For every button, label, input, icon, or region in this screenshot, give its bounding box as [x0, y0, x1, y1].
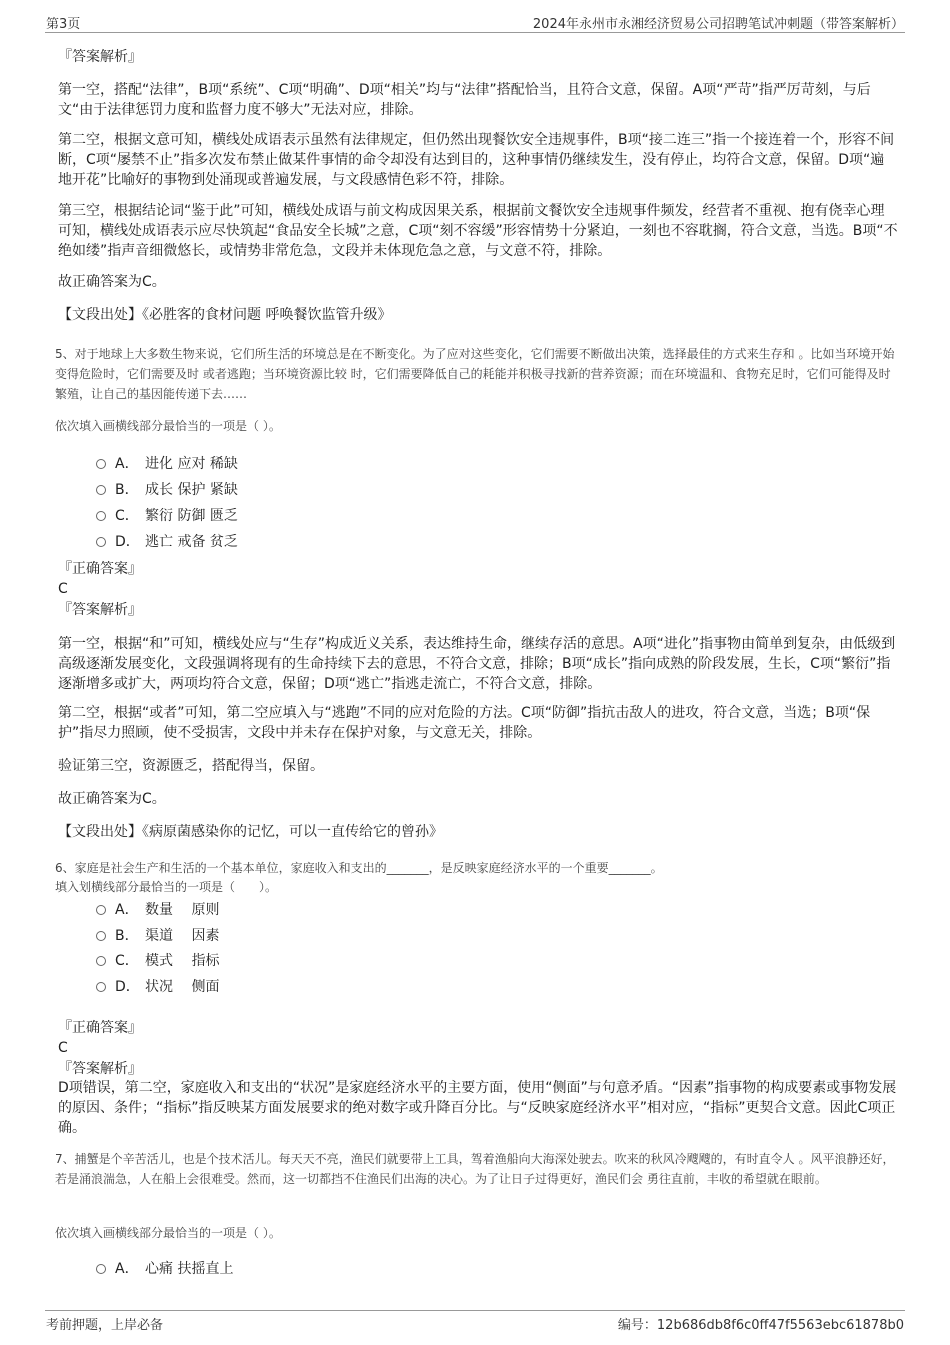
- q6-prompt: 填入划横线部分最恰当的一项是（ ）。: [55, 880, 278, 894]
- q5-conclusion: 故正确答案为C。: [58, 791, 166, 807]
- q4-analysis-p2: 第二空，根据文意可知，横线处成语表示虽然有法律规定，但仍然出现餐饮安全违规事件，B项“接二连三”指一个接连着一个，形容不间断，C项“屡禁不止”指多次发布禁止做某件事情的命令却没有达到目的，这种事情仍继续发生，没有停止，均符合文意，保留。D项“遍地开花”比喻好的事物到处涌现或普遍发展，与文段感情色彩不符，排除。: [58, 132, 895, 188]
- q5-prompt: 依次填入画横线部分最恰当的一项是（ ）。: [55, 419, 281, 433]
- q5-option-a[interactable]: [96, 454, 238, 474]
- radio-icon[interactable]: [96, 485, 106, 495]
- option-key: D．: [115, 534, 140, 550]
- q5-source: 【文段出处】《病原菌感染你的记忆，可以一直传给它的曾孙》: [58, 824, 443, 840]
- q6-analysis-label: 『答案解析』: [58, 1061, 142, 1077]
- q7-stem: 7、捕蟹是个辛苦活儿，也是个技术活儿。每天天不亮，渔民们就要带上工具，驾着渔船向大海深处驶去。吹来的秋风冷飕飕的，有时直令人 。风平浪静还好，若是涌浪湍急，人在船上会很难受。然而，这一切都挡不住渔民们出海的决心。为了让日子过得更好，渔民们会 勇往直前，丰收的希望就在眼前。: [55, 1152, 895, 1186]
- q4-analysis-p3: 第三空，根据结论词“鉴于此”可知，横线处成语与前文构成因果关系，根据前文餐饮安全违规事件频发，经营者不重视、抱有侥幸心理可知，横线处成语表示应尽快筑起“食品安全长城”之意，C项“刻不容缓”形容情势十分紧迫，一刻也不容耽搁，符合文意，当选。B项“不绝如缕”指声音细微悠长，或情势非常危急，文段并未体现危急之意，与文意不符，排除。: [58, 203, 898, 259]
- q6-option-d[interactable]: [96, 977, 219, 997]
- option-text: 繁衍 防御 匮乏: [145, 508, 238, 524]
- radio-icon[interactable]: [96, 931, 106, 941]
- radio-icon[interactable]: [96, 459, 106, 469]
- option-key: B．: [115, 928, 139, 944]
- radio-icon[interactable]: [96, 511, 106, 521]
- radio-icon[interactable]: [96, 982, 106, 992]
- q5-option-c[interactable]: [96, 506, 238, 526]
- option-key: A．: [115, 1261, 139, 1277]
- option-text: 数量 原则: [145, 902, 220, 918]
- q5-option-b[interactable]: [96, 480, 238, 500]
- option-text: 进化 应对 稀缺: [145, 456, 238, 472]
- header-divider: [45, 32, 905, 33]
- option-key: B．: [115, 482, 139, 498]
- option-key: C．: [115, 953, 139, 969]
- q4-analysis-p1: 第一空，搭配“法律”，B项“系统”、C项“明确”、D项“相关”均与“法律”搭配恰当，且符合文意，保留。A项“严苛”指严厉苛刻，与后文“由于法律惩罚力度和监督力度不够大”无法对应，排除。: [58, 82, 871, 118]
- option-text: 渠道 因素: [145, 928, 220, 944]
- option-key: A．: [115, 902, 139, 918]
- q5-analysis-p2: 第二空，根据“或者”可知，第二空应填入与“逃跑”不同的应对危险的方法。C项“防御”指抗击敌人的进攻，符合文意，当选；B项“保护”指尽力照顾，使不受损害，文段中并未存在保护对象，与文意无关，排除。: [58, 705, 871, 741]
- q5-stem: 5、对于地球上大多数生物来说，它们所生活的环境总是在不断变化。为了应对这些变化，它们需要不断做出决策，选择最佳的方式来生存和 。比如当环境开始变得危险时，它们需要及时 或者逃跑；当环境资源比较 时，它们需要降低自己的耗能并积极寻找新的营养资源；而在环境温和、食物充足时，它们可能得及时繁殖，让自己的基因能传递下去……: [55, 347, 895, 401]
- q5-answer-label: 『正确答案』: [58, 561, 142, 577]
- q6-stem: 6、家庭是社会生产和生活的一个基本单位，家庭收入和支出的_______，是反映家庭经济水平的一个重要_______。: [55, 861, 663, 875]
- q7-prompt: 依次填入画横线部分最恰当的一项是（ ）。: [55, 1226, 281, 1240]
- footer-divider: [45, 1310, 905, 1311]
- option-text: 状况 侧面: [145, 979, 220, 995]
- option-text: 逃亡 戒备 贫乏: [145, 534, 238, 550]
- q6-answer: C: [58, 1040, 68, 1056]
- radio-icon[interactable]: [96, 1264, 106, 1274]
- q5-option-d[interactable]: [96, 532, 238, 552]
- radio-icon[interactable]: [96, 956, 106, 966]
- option-key: C．: [115, 508, 139, 524]
- q5-analysis-p3: 验证第三空，资源匮乏，搭配得当，保留。: [58, 758, 324, 774]
- q6-answer-label: 『正确答案』: [58, 1020, 142, 1036]
- option-text: 心痛 扶摇直上: [145, 1261, 234, 1277]
- option-text: 模式 指标: [145, 953, 220, 969]
- q7-option-a[interactable]: [96, 1259, 233, 1279]
- footer-doc-id: 编号：12b686db8f6c0ff47f5563ebc61878b0: [617, 1318, 904, 1333]
- q5-analysis-p1: 第一空，根据“和”可知，横线处应与“生存”构成近义关系，表达维持生命，继续存活的意思。A项“进化”指事物由简单到复杂，由低级到高级逐渐发展变化，文段强调将现有的生命持续下去的意思，不符合文意，排除；B项“成长”指向成熟的阶段发展，生长，C项“繁衍”指逐渐增多或扩大，两项均符合文意，保留；D项“逃亡”指逃走流亡，不符合文意，排除。: [58, 636, 896, 692]
- q4-conclusion: 故正确答案为C。: [58, 274, 166, 290]
- q6-analysis: D项错误，第二空，家庭收入和支出的“状况”是家庭经济水平的主要方面，使用“侧面”与句意矛盾。“因素”指事物的构成要素或事物发展的原因、条件；“指标”指反映某方面发展要求的绝对数字或升降百分比。与“反映家庭经济水平”相对应，“指标”更契合文意。因此C项正确。: [58, 1080, 897, 1136]
- radio-icon[interactable]: [96, 905, 106, 915]
- document-title: 2024年永州市永湘经济贸易公司招聘笔试冲刺题（带答案解析）: [532, 17, 904, 32]
- q4-source: 【文段出处】《必胜客的食材问题 呼唤餐饮监管升级》: [58, 307, 392, 323]
- q5-answer: C: [58, 581, 68, 597]
- q6-option-a[interactable]: [96, 900, 219, 920]
- q4-analysis-label: 『答案解析』: [58, 49, 142, 65]
- option-text: 成长 保护 紧缺: [145, 482, 238, 498]
- radio-icon[interactable]: [96, 537, 106, 547]
- option-key: D．: [115, 979, 140, 995]
- option-key: A．: [115, 456, 139, 472]
- q5-analysis-label: 『答案解析』: [58, 602, 142, 618]
- q6-option-b[interactable]: [96, 926, 219, 946]
- q6-option-c[interactable]: [96, 951, 219, 971]
- footer-slogan: 考前押题，上岸必备: [46, 1318, 164, 1333]
- page-number: 第3页: [46, 17, 81, 32]
